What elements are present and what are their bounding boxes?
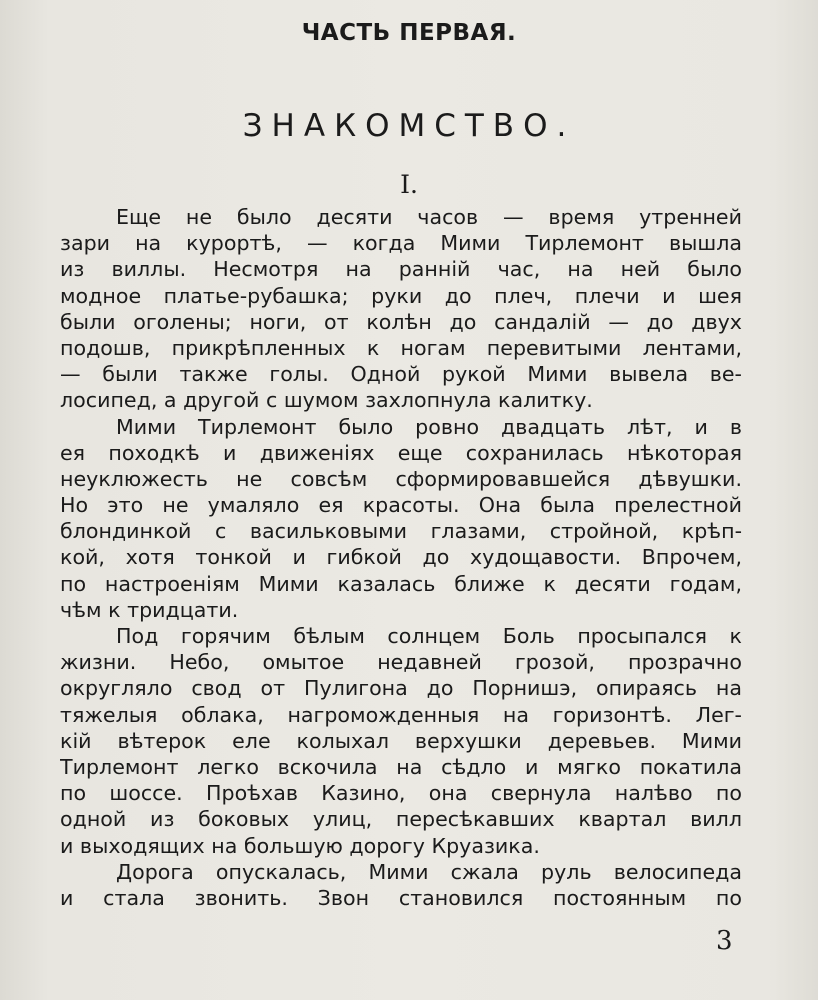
text-line: Дорога опускалась, Мими сжала руль велосипеда — [116, 859, 742, 884]
text-line: модное платье-рубашка; руки до плеч, плечи и шея — [60, 283, 742, 308]
text-line: по шоссе. Проѣхав Казино, она свернула налѣво по — [60, 781, 742, 806]
text-line: Мими Тирлемонт было ровно двадцать лѣт, и в — [116, 414, 742, 439]
text-line: Но это не умаляло ея красоты. Она была прелестной — [60, 493, 742, 518]
text-line: чѣм к тридцати. — [60, 597, 239, 622]
text-line: ея походкѣ и движенiях еще сохранилась нѣкоторая — [60, 440, 742, 465]
text-line: Под горячим бѣлым солнцем Боль просыпался к — [116, 624, 742, 648]
text-line: Тирлемонт легко вскочила на сѣдло и мягко покатила — [60, 754, 742, 779]
text-line: Еще не было десяти часов — время утренней — [116, 205, 742, 229]
chapter-title: ЗНАКОМСТВО. — [242, 108, 576, 144]
body-text — [60, 204, 742, 911]
text-line: из виллы. Несмотря на раннiй час, на ней было — [60, 257, 742, 282]
text-line: тяжелыя облака, нагроможденныя на горизонтѣ. Лег- — [60, 702, 742, 727]
text-line: блондинкой с васильковыми глазами, стройной, крѣп- — [60, 519, 742, 544]
text-line: неуклюжесть не совсѣм сформировавшейся дѣвушки. — [60, 466, 742, 491]
text-line: кiй вѣтерок еле колыхал верхушки деревьев. Мими — [60, 728, 742, 753]
part-title: ЧАСТЬ ПЕРВАЯ. — [301, 20, 517, 46]
text-line: подошв, прикрѣпленных к ногам перевитыми лентами, — [60, 335, 742, 360]
text-line: и стала звонить. Звон становился постоянным по — [60, 885, 742, 910]
section-number: I. — [400, 170, 418, 199]
text-line: были оголены; ноги, от колѣн до сандалiй — до двух — [60, 309, 742, 334]
text-line: жизни. Небо, омытое недавней грозой, прозрачно — [60, 650, 742, 675]
page-number: 3 — [716, 926, 733, 956]
text-line: кой, хотя тонкой и гибкой до худощавости. Впрочем, — [60, 545, 742, 570]
text-line: лосипед, а другой с шумом захлопнула калитку. — [60, 388, 593, 413]
text-line: округляло свод от Пулигона до Порнишэ, опираясь на — [60, 676, 742, 701]
text-line: — были также голы. Одной рукой Мими вывела ве- — [60, 362, 742, 387]
text-line: одной из боковых улиц, пересѣкавших квартал вилл — [60, 807, 742, 832]
text-line: зари на курортѣ, — когда Мими Тирлемонт вышла — [60, 231, 742, 256]
text-line: и выходящих на большую дорогу Круазика. — [60, 833, 540, 858]
text-line: по настроенiям Мими казалась ближе к десяти годам, — [60, 571, 742, 596]
